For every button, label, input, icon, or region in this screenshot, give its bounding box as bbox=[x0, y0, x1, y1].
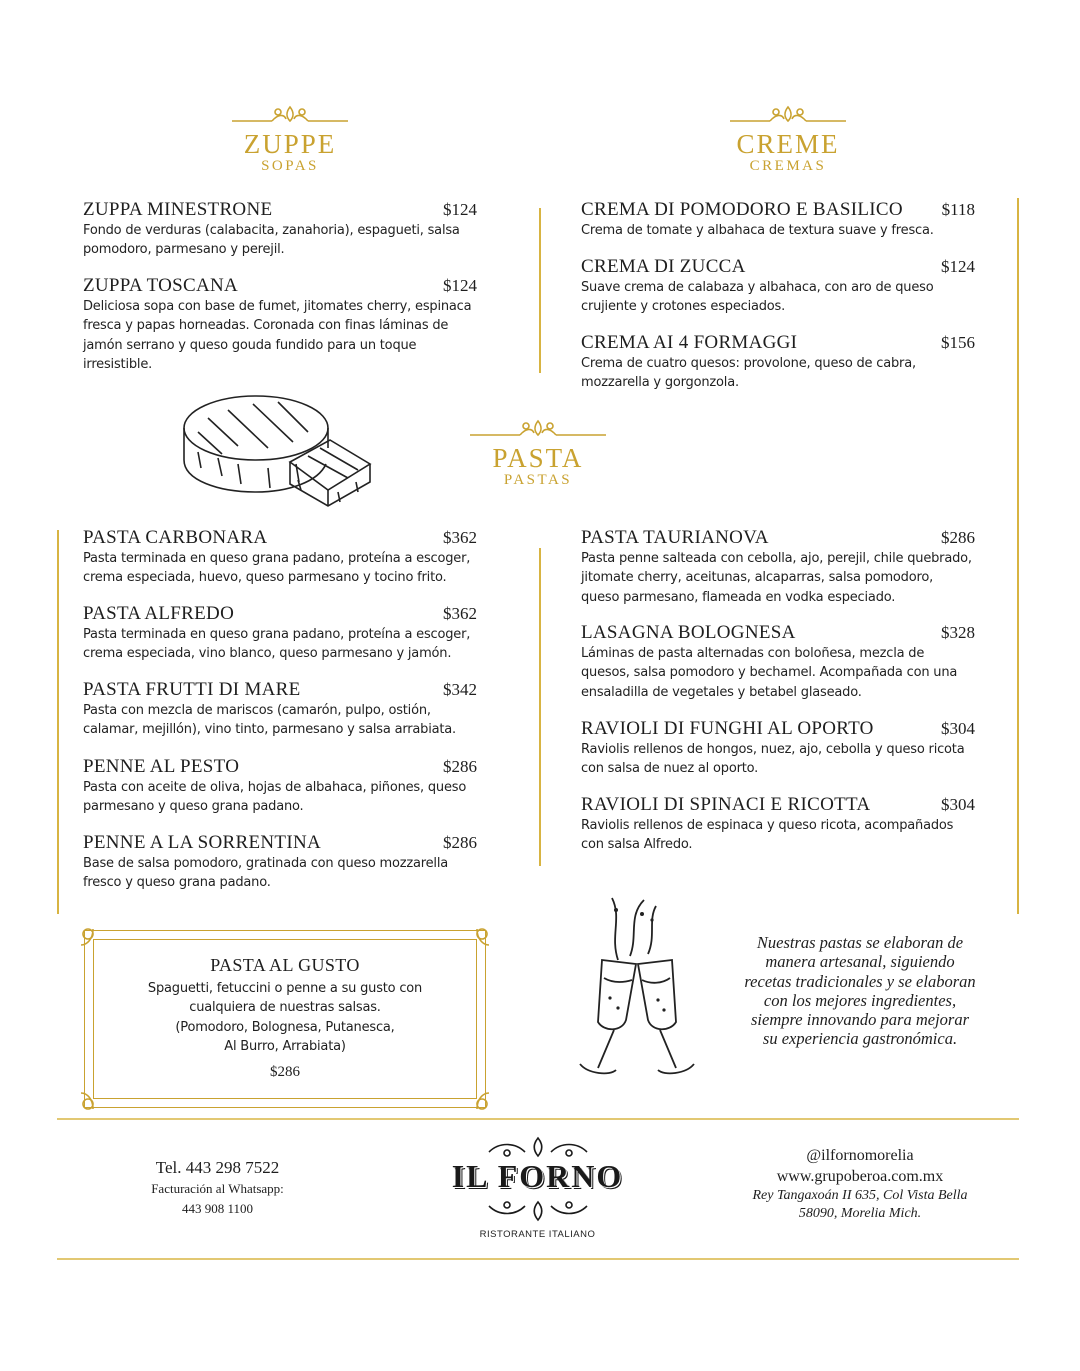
menu-item bbox=[581, 256, 975, 317]
corner-ornament-icon bbox=[79, 925, 105, 951]
menu-item bbox=[83, 527, 477, 588]
quote-line: recetas tradicionales y se elaboran bbox=[744, 971, 976, 991]
item-name: ZUPPA TOSCANA bbox=[83, 275, 239, 296]
quote-line: manera artesanal, siguiendo bbox=[765, 952, 955, 972]
item-name: PENNE AL PESTO bbox=[83, 756, 240, 777]
item-price: $156 bbox=[941, 333, 975, 352]
item-description: Fondo de verduras (calabacita, zanahoria), espagueti, salsa pomodoro, parmesano y perejil. bbox=[83, 223, 460, 258]
menu-item bbox=[83, 679, 477, 740]
item-description: Deliciosa sopa con base de fumet, jitomates cherry, espinaca fresca y papas horneadas. Coronada con finas láminas de jamón serrano y queso gouda fundido para un toque irresistible. bbox=[83, 299, 472, 372]
item-price: $124 bbox=[443, 200, 477, 219]
desc-line: (Pomodoro, Bolognesa, Putanesca, bbox=[175, 1019, 395, 1035]
item-description: Crema de cuatro quesos: provolone, queso de cabra, mozzarella y gorgonzola. bbox=[581, 356, 916, 391]
phone-number: Tel. 443 298 7522 bbox=[155, 1158, 280, 1177]
quote-line: siempre innovando para mejorar bbox=[751, 1010, 969, 1030]
item-description: Base de salsa pomodoro, gratinada con queso mozzarella fresco y queso grana padano. bbox=[83, 856, 449, 891]
item-description: Pasta con aceite de oliva, hojas de albahaca, piñones, queso parmesano y queso grana padano. bbox=[83, 780, 467, 815]
item-name: LASAGNA BOLOGNESA bbox=[581, 622, 796, 643]
section-subtitle: SOPAS bbox=[261, 158, 319, 174]
section-title: ZUPPE bbox=[243, 129, 337, 159]
zuppe-heading bbox=[170, 104, 410, 175]
menu-item bbox=[581, 199, 975, 240]
section-subtitle: PASTAS bbox=[503, 472, 573, 488]
item-price: $124 bbox=[443, 276, 477, 295]
logo-crest-icon bbox=[485, 1136, 591, 1160]
item-description: Pasta con mezcla de mariscos (camarón, pulpo, ostión, calamar, mejillón), vino tinto, parmesano y salsa arrabiata. bbox=[83, 703, 456, 738]
quote-line: su experiencia gastronómica. bbox=[762, 1029, 958, 1049]
creme-heading bbox=[668, 104, 908, 175]
footer-info bbox=[735, 1145, 985, 1223]
corner-ornament-icon bbox=[465, 1087, 491, 1113]
instagram-handle[interactable]: @ilfornomorelia bbox=[806, 1147, 914, 1164]
item-name: RAVIOLI DI SPINACI E RICOTTA bbox=[581, 794, 871, 815]
item-description bbox=[84, 979, 486, 1056]
item-price: $362 bbox=[443, 604, 477, 623]
item-name: PASTA AL GUSTO bbox=[210, 955, 360, 975]
ornament-icon bbox=[728, 104, 848, 126]
logo-flourish-icon bbox=[485, 1198, 591, 1222]
menu-item bbox=[83, 832, 477, 893]
section-subtitle: CREMAS bbox=[749, 158, 827, 174]
item-description: Suave crema de calabaza y albahaca, con aro de queso crujiente y crotones especiados. bbox=[581, 280, 934, 315]
menu-item bbox=[83, 603, 477, 664]
item-price: $124 bbox=[941, 257, 975, 276]
ornament-icon bbox=[468, 418, 608, 440]
right-border-line bbox=[1017, 198, 1019, 914]
desc-line: cualquiera de nuestras salsas. bbox=[189, 1000, 381, 1016]
address-line: 58090, Morelia Mich. bbox=[798, 1206, 922, 1221]
champagne-toast-illustration bbox=[552, 890, 722, 1085]
whatsapp-number: 443 908 1100 bbox=[181, 1200, 254, 1216]
item-name: ZUPPA MINESTRONE bbox=[83, 199, 273, 220]
corner-ornament-icon bbox=[465, 925, 491, 951]
item-name: PENNE A LA SORRENTINA bbox=[83, 832, 322, 853]
footer-divider bbox=[57, 1258, 1019, 1260]
menu-item bbox=[83, 199, 477, 260]
item-price: $362 bbox=[443, 528, 477, 547]
section-title: CREME bbox=[736, 129, 840, 159]
section-title: PASTA bbox=[492, 443, 584, 473]
item-price: $342 bbox=[443, 680, 477, 699]
item-description: Crema de tomate y albahaca de textura suave y fresca. bbox=[581, 223, 934, 238]
menu-item bbox=[581, 527, 975, 607]
cheese-illustration bbox=[178, 388, 378, 508]
item-name: RAVIOLI DI FUNGHI AL OPORTO bbox=[581, 718, 874, 739]
column-divider bbox=[539, 208, 541, 373]
ornament-icon bbox=[230, 104, 350, 126]
item-price: $286 bbox=[941, 528, 975, 547]
pasta-al-gusto bbox=[84, 955, 486, 1081]
menu-item bbox=[581, 794, 975, 855]
item-price: $304 bbox=[941, 795, 975, 814]
item-description: Raviolis rellenos de espinaca y queso ricota, acompañados con salsa Alfredo. bbox=[581, 818, 954, 853]
corner-ornament-icon bbox=[79, 1087, 105, 1113]
desc-line: Spaguetti, fetuccini o penne a su gusto con bbox=[147, 981, 423, 996]
item-description: Pasta penne salteada con cebolla, ajo, perejil, chile quebrado, jitomate cherry, aceitunas, alcaparras, salsa pomodoro, queso parmesano, flameada en vodka especiado. bbox=[581, 551, 972, 605]
footer-contact bbox=[120, 1157, 315, 1218]
pasta-quote bbox=[735, 933, 985, 1049]
menu-item bbox=[581, 332, 975, 393]
pasta-heading bbox=[418, 418, 658, 489]
item-price: $118 bbox=[941, 200, 975, 219]
item-name: PASTA TAURIANOVA bbox=[581, 527, 769, 548]
item-price: $304 bbox=[941, 719, 975, 738]
column-divider bbox=[539, 548, 541, 866]
item-price: $328 bbox=[941, 623, 975, 642]
menu-item bbox=[83, 275, 477, 374]
item-description: Raviolis rellenos de hongos, nuez, ajo, cebolla y queso ricota con salsa de nuez al oporto. bbox=[581, 742, 965, 777]
item-description: Pasta terminada en queso grana padano, proteína a escoger, crema especiada, huevo, queso parmesano y tocino frito. bbox=[83, 551, 471, 586]
item-description: Láminas de pasta alternadas con boloñesa, mezcla de quesos, salsa pomodoro y bechamel. Acompañada con una ensaladilla de vegetales y betabel glaseado. bbox=[581, 646, 958, 700]
invoice-label: Facturación al Whatsapp: bbox=[151, 1181, 284, 1196]
quote-line: Nuestras pastas se elaboran de bbox=[756, 933, 964, 952]
item-price: $286 bbox=[270, 1064, 300, 1081]
desc-line: Al Burro, Arrabiata) bbox=[224, 1038, 346, 1054]
item-description: Pasta terminada en queso grana padano, proteína a escoger, crema especiada, vino blanco, queso parmesano y jamón. bbox=[83, 627, 471, 662]
menu-item bbox=[581, 622, 975, 702]
website-link[interactable]: www.grupoberoa.com.mx bbox=[776, 1168, 944, 1185]
logo-subtitle: RISTORANTE ITALIANO bbox=[479, 1229, 596, 1240]
left-border-line bbox=[57, 530, 59, 914]
item-name: PASTA CARBONARA bbox=[83, 527, 268, 548]
item-name: PASTA ALFREDO bbox=[83, 603, 235, 624]
quote-line: con los mejores ingredientes, bbox=[763, 990, 957, 1010]
item-name: CREMA AI 4 FORMAGGI bbox=[581, 332, 798, 353]
restaurant-logo: IL FORNO bbox=[451, 1158, 624, 1194]
footer-divider bbox=[57, 1118, 1019, 1120]
address-line: Rey Tangaxoán II 635, Col Vista Bella bbox=[752, 1188, 968, 1203]
item-price: $286 bbox=[443, 833, 477, 852]
item-name: CREMA DI ZUCCA bbox=[581, 256, 746, 277]
item-name: CREMA DI POMODORO E BASILICO bbox=[581, 199, 903, 220]
menu-item bbox=[83, 756, 477, 817]
item-price: $286 bbox=[443, 757, 477, 776]
item-name: PASTA FRUTTI DI MARE bbox=[83, 679, 301, 700]
menu-item bbox=[581, 718, 975, 779]
